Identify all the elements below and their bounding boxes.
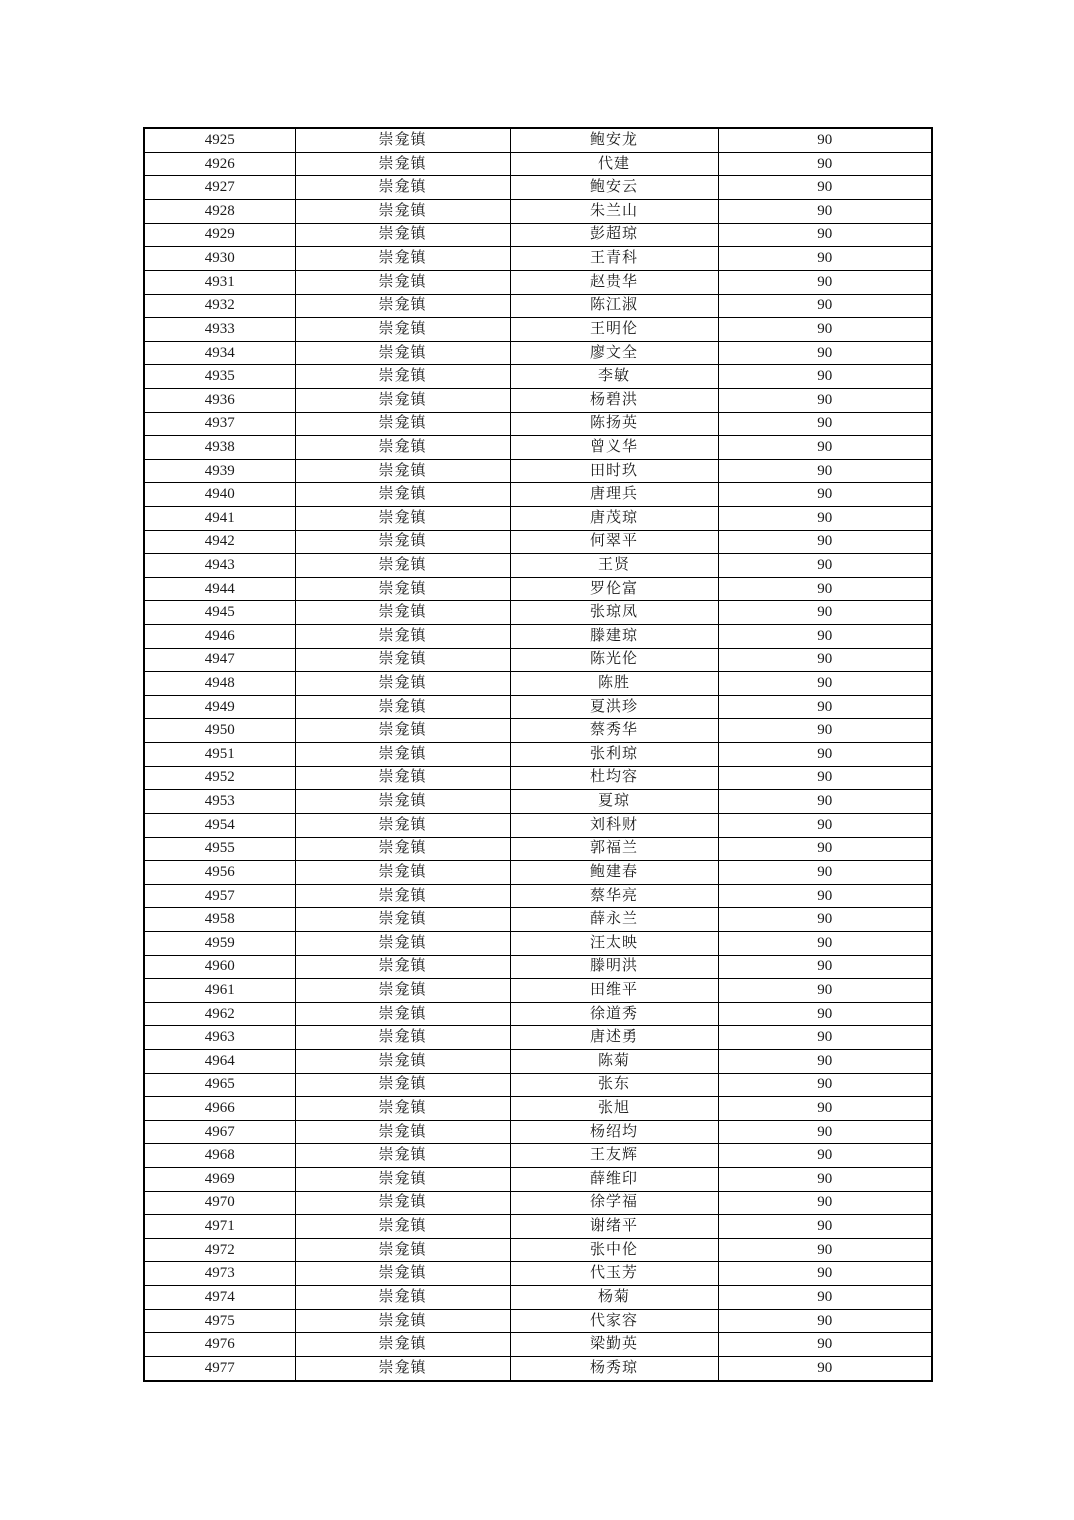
score-cell: 90 <box>718 979 932 1003</box>
table-row <box>144 1026 932 1050</box>
serial-number-cell: 4973 <box>144 1262 295 1286</box>
person-name-cell: 夏琼 <box>510 790 718 814</box>
person-name-cell: 张利琼 <box>510 743 718 767</box>
person-name-cell: 田时玖 <box>510 459 718 483</box>
table-row <box>144 648 932 672</box>
table-row <box>144 1097 932 1121</box>
town-cell: 崇龛镇 <box>295 1286 510 1310</box>
serial-number-cell: 4939 <box>144 459 295 483</box>
score-cell: 90 <box>718 790 932 814</box>
person-name-cell: 王友辉 <box>510 1144 718 1168</box>
person-name-cell: 代玉芳 <box>510 1262 718 1286</box>
town-cell: 崇龛镇 <box>295 530 510 554</box>
table-row <box>144 837 932 861</box>
score-cell: 90 <box>718 672 932 696</box>
serial-number-cell: 4964 <box>144 1050 295 1074</box>
town-cell: 崇龛镇 <box>295 294 510 318</box>
score-cell: 90 <box>718 223 932 247</box>
serial-number-cell: 4969 <box>144 1168 295 1192</box>
score-cell: 90 <box>718 152 932 176</box>
table-row <box>144 554 932 578</box>
town-cell: 崇龛镇 <box>295 1120 510 1144</box>
serial-number-cell: 4926 <box>144 152 295 176</box>
table-row <box>144 412 932 436</box>
person-name-cell: 蔡华亮 <box>510 884 718 908</box>
serial-number-cell: 4955 <box>144 837 295 861</box>
person-name-cell: 张中伦 <box>510 1238 718 1262</box>
serial-number-cell: 4935 <box>144 365 295 389</box>
table-row <box>144 719 932 743</box>
score-cell: 90 <box>718 247 932 271</box>
serial-number-cell: 4958 <box>144 908 295 932</box>
score-cell: 90 <box>718 1050 932 1074</box>
serial-number-cell: 4937 <box>144 412 295 436</box>
town-cell: 崇龛镇 <box>295 1144 510 1168</box>
table-row <box>144 483 932 507</box>
table-row <box>144 365 932 389</box>
table-row <box>144 743 932 767</box>
score-cell: 90 <box>718 365 932 389</box>
score-cell: 90 <box>718 341 932 365</box>
town-cell: 崇龛镇 <box>295 1073 510 1097</box>
table-row <box>144 979 932 1003</box>
score-cell: 90 <box>718 861 932 885</box>
serial-number-cell: 4927 <box>144 176 295 200</box>
person-name-cell: 王贤 <box>510 554 718 578</box>
table-row <box>144 601 932 625</box>
serial-number-cell: 4943 <box>144 554 295 578</box>
score-cell: 90 <box>718 625 932 649</box>
score-cell: 90 <box>718 955 932 979</box>
table-row <box>144 1356 932 1381</box>
table-row <box>144 200 932 224</box>
town-cell: 崇龛镇 <box>295 577 510 601</box>
town-cell: 崇龛镇 <box>295 506 510 530</box>
person-name-cell: 鲍安龙 <box>510 128 718 152</box>
serial-number-cell: 4962 <box>144 1002 295 1026</box>
person-name-cell: 陈扬英 <box>510 412 718 436</box>
town-cell: 崇龛镇 <box>295 128 510 152</box>
score-cell: 90 <box>718 1026 932 1050</box>
serial-number-cell: 4977 <box>144 1356 295 1381</box>
town-cell: 崇龛镇 <box>295 365 510 389</box>
score-cell: 90 <box>718 1262 932 1286</box>
table-row <box>144 931 932 955</box>
table-row <box>144 1262 932 1286</box>
score-cell: 90 <box>718 908 932 932</box>
person-name-cell: 罗伦富 <box>510 577 718 601</box>
town-cell: 崇龛镇 <box>295 1238 510 1262</box>
score-cell: 90 <box>718 884 932 908</box>
town-cell: 崇龛镇 <box>295 1191 510 1215</box>
town-cell: 崇龛镇 <box>295 412 510 436</box>
serial-number-cell: 4929 <box>144 223 295 247</box>
serial-number-cell: 4974 <box>144 1286 295 1310</box>
table-row <box>144 128 932 152</box>
score-cell: 90 <box>718 1333 932 1357</box>
person-name-cell: 夏洪珍 <box>510 695 718 719</box>
town-cell: 崇龛镇 <box>295 648 510 672</box>
person-name-cell: 曾义华 <box>510 436 718 460</box>
person-name-cell: 梁勤英 <box>510 1333 718 1357</box>
table-row <box>144 955 932 979</box>
person-name-cell: 彭超琼 <box>510 223 718 247</box>
town-cell: 崇龛镇 <box>295 318 510 342</box>
table-row <box>144 176 932 200</box>
serial-number-cell: 4953 <box>144 790 295 814</box>
serial-number-cell: 4946 <box>144 625 295 649</box>
serial-number-cell: 4975 <box>144 1309 295 1333</box>
person-name-cell: 朱兰山 <box>510 200 718 224</box>
serial-number-cell: 4950 <box>144 719 295 743</box>
score-cell: 90 <box>718 577 932 601</box>
serial-number-cell: 4960 <box>144 955 295 979</box>
town-cell: 崇龛镇 <box>295 459 510 483</box>
score-cell: 90 <box>718 931 932 955</box>
town-cell: 崇龛镇 <box>295 436 510 460</box>
score-cell: 90 <box>718 270 932 294</box>
serial-number-cell: 4965 <box>144 1073 295 1097</box>
score-cell: 90 <box>718 128 932 152</box>
town-cell: 崇龛镇 <box>295 672 510 696</box>
score-cell: 90 <box>718 1168 932 1192</box>
table-row <box>144 530 932 554</box>
person-name-cell: 鲍安云 <box>510 176 718 200</box>
person-name-cell: 廖文全 <box>510 341 718 365</box>
table-row <box>144 695 932 719</box>
table-row <box>144 1120 932 1144</box>
town-cell: 崇龛镇 <box>295 1026 510 1050</box>
person-name-cell: 陈胜 <box>510 672 718 696</box>
serial-number-cell: 4951 <box>144 743 295 767</box>
serial-number-cell: 4956 <box>144 861 295 885</box>
serial-number-cell: 4938 <box>144 436 295 460</box>
table-row <box>144 318 932 342</box>
serial-number-cell: 4971 <box>144 1215 295 1239</box>
town-cell: 崇龛镇 <box>295 719 510 743</box>
person-name-cell: 杨绍均 <box>510 1120 718 1144</box>
person-name-cell: 田维平 <box>510 979 718 1003</box>
serial-number-cell: 4942 <box>144 530 295 554</box>
table-row <box>144 1050 932 1074</box>
serial-number-cell: 4949 <box>144 695 295 719</box>
table-row <box>144 672 932 696</box>
town-cell: 崇龛镇 <box>295 766 510 790</box>
serial-number-cell: 4948 <box>144 672 295 696</box>
table-row <box>144 908 932 932</box>
person-name-cell: 鲍建春 <box>510 861 718 885</box>
table-body <box>144 128 932 1381</box>
person-name-cell: 陈菊 <box>510 1050 718 1074</box>
table-row <box>144 790 932 814</box>
score-cell: 90 <box>718 766 932 790</box>
serial-number-cell: 4966 <box>144 1097 295 1121</box>
score-cell: 90 <box>718 318 932 342</box>
serial-number-cell: 4936 <box>144 388 295 412</box>
serial-number-cell: 4945 <box>144 601 295 625</box>
person-name-cell: 薛永兰 <box>510 908 718 932</box>
serial-number-cell: 4976 <box>144 1333 295 1357</box>
person-name-cell: 代家容 <box>510 1309 718 1333</box>
person-name-cell: 张旭 <box>510 1097 718 1121</box>
table-row <box>144 506 932 530</box>
table-row <box>144 247 932 271</box>
town-cell: 崇龛镇 <box>295 790 510 814</box>
table-row <box>144 884 932 908</box>
score-cell: 90 <box>718 837 932 861</box>
score-cell: 90 <box>718 1097 932 1121</box>
serial-number-cell: 4932 <box>144 294 295 318</box>
table-row <box>144 766 932 790</box>
town-cell: 崇龛镇 <box>295 247 510 271</box>
serial-number-cell: 4963 <box>144 1026 295 1050</box>
serial-number-cell: 4954 <box>144 813 295 837</box>
person-name-cell: 赵贵华 <box>510 270 718 294</box>
town-cell: 崇龛镇 <box>295 955 510 979</box>
person-name-cell: 徐道秀 <box>510 1002 718 1026</box>
table-row <box>144 1286 932 1310</box>
table-row <box>144 341 932 365</box>
person-name-cell: 杨菊 <box>510 1286 718 1310</box>
town-cell: 崇龛镇 <box>295 1309 510 1333</box>
town-cell: 崇龛镇 <box>295 601 510 625</box>
table-row <box>144 1168 932 1192</box>
person-name-cell: 唐述勇 <box>510 1026 718 1050</box>
person-name-cell: 徐学福 <box>510 1191 718 1215</box>
town-cell: 崇龛镇 <box>295 1333 510 1357</box>
score-cell: 90 <box>718 813 932 837</box>
town-cell: 崇龛镇 <box>295 625 510 649</box>
table-row <box>144 1191 932 1215</box>
serial-number-cell: 4940 <box>144 483 295 507</box>
person-name-cell: 陈江淑 <box>510 294 718 318</box>
person-name-cell: 谢绪平 <box>510 1215 718 1239</box>
town-cell: 崇龛镇 <box>295 861 510 885</box>
score-cell: 90 <box>718 176 932 200</box>
town-cell: 崇龛镇 <box>295 813 510 837</box>
town-cell: 崇龛镇 <box>295 695 510 719</box>
score-cell: 90 <box>718 601 932 625</box>
score-cell: 90 <box>718 1356 932 1381</box>
person-name-cell: 张东 <box>510 1073 718 1097</box>
table-row <box>144 1309 932 1333</box>
town-cell: 崇龛镇 <box>295 1215 510 1239</box>
person-name-cell: 李敏 <box>510 365 718 389</box>
person-name-cell: 唐茂琼 <box>510 506 718 530</box>
score-cell: 90 <box>718 695 932 719</box>
score-cell: 90 <box>718 719 932 743</box>
town-cell: 崇龛镇 <box>295 1356 510 1381</box>
town-cell: 崇龛镇 <box>295 270 510 294</box>
person-name-cell: 薛维印 <box>510 1168 718 1192</box>
score-cell: 90 <box>718 1238 932 1262</box>
town-cell: 崇龛镇 <box>295 908 510 932</box>
person-name-cell: 何翠平 <box>510 530 718 554</box>
score-cell: 90 <box>718 648 932 672</box>
person-name-cell: 王明伦 <box>510 318 718 342</box>
score-cell: 90 <box>718 1144 932 1168</box>
table-row <box>144 577 932 601</box>
serial-number-cell: 4933 <box>144 318 295 342</box>
score-cell: 90 <box>718 1073 932 1097</box>
score-cell: 90 <box>718 1120 932 1144</box>
table-row <box>144 436 932 460</box>
table-row <box>144 388 932 412</box>
town-cell: 崇龛镇 <box>295 554 510 578</box>
town-cell: 崇龛镇 <box>295 884 510 908</box>
table-row <box>144 270 932 294</box>
serial-number-cell: 4968 <box>144 1144 295 1168</box>
serial-number-cell: 4934 <box>144 341 295 365</box>
person-name-cell: 汪太映 <box>510 931 718 955</box>
table-row <box>144 1144 932 1168</box>
town-cell: 崇龛镇 <box>295 1097 510 1121</box>
table-row <box>144 1215 932 1239</box>
serial-number-cell: 4967 <box>144 1120 295 1144</box>
table-row <box>144 294 932 318</box>
town-cell: 崇龛镇 <box>295 341 510 365</box>
table-row <box>144 459 932 483</box>
serial-number-cell: 4925 <box>144 128 295 152</box>
serial-number-cell: 4944 <box>144 577 295 601</box>
roster-table <box>143 127 933 1382</box>
score-cell: 90 <box>718 743 932 767</box>
serial-number-cell: 4957 <box>144 884 295 908</box>
town-cell: 崇龛镇 <box>295 223 510 247</box>
score-cell: 90 <box>718 412 932 436</box>
table-row <box>144 152 932 176</box>
score-cell: 90 <box>718 1191 932 1215</box>
serial-number-cell: 4930 <box>144 247 295 271</box>
town-cell: 崇龛镇 <box>295 1050 510 1074</box>
table-row <box>144 1238 932 1262</box>
person-name-cell: 唐理兵 <box>510 483 718 507</box>
town-cell: 崇龛镇 <box>295 483 510 507</box>
person-name-cell: 代建 <box>510 152 718 176</box>
score-cell: 90 <box>718 506 932 530</box>
score-cell: 90 <box>718 1215 932 1239</box>
serial-number-cell: 4941 <box>144 506 295 530</box>
serial-number-cell: 4931 <box>144 270 295 294</box>
score-cell: 90 <box>718 483 932 507</box>
score-cell: 90 <box>718 200 932 224</box>
town-cell: 崇龛镇 <box>295 176 510 200</box>
table-row <box>144 861 932 885</box>
person-name-cell: 杜均容 <box>510 766 718 790</box>
town-cell: 崇龛镇 <box>295 1262 510 1286</box>
serial-number-cell: 4961 <box>144 979 295 1003</box>
score-cell: 90 <box>718 436 932 460</box>
person-name-cell: 张琼凤 <box>510 601 718 625</box>
town-cell: 崇龛镇 <box>295 200 510 224</box>
town-cell: 崇龛镇 <box>295 837 510 861</box>
town-cell: 崇龛镇 <box>295 1168 510 1192</box>
person-name-cell: 滕明洪 <box>510 955 718 979</box>
serial-number-cell: 4959 <box>144 931 295 955</box>
serial-number-cell: 4928 <box>144 200 295 224</box>
town-cell: 崇龛镇 <box>295 979 510 1003</box>
person-name-cell: 刘科财 <box>510 813 718 837</box>
score-cell: 90 <box>718 388 932 412</box>
person-name-cell: 滕建琼 <box>510 625 718 649</box>
table-row <box>144 625 932 649</box>
town-cell: 崇龛镇 <box>295 743 510 767</box>
person-name-cell: 杨碧洪 <box>510 388 718 412</box>
table-row <box>144 813 932 837</box>
serial-number-cell: 4970 <box>144 1191 295 1215</box>
table-row <box>144 1333 932 1357</box>
table-row <box>144 1002 932 1026</box>
person-name-cell: 蔡秀华 <box>510 719 718 743</box>
score-cell: 90 <box>718 554 932 578</box>
serial-number-cell: 4947 <box>144 648 295 672</box>
score-cell: 90 <box>718 294 932 318</box>
town-cell: 崇龛镇 <box>295 931 510 955</box>
person-name-cell: 杨秀琼 <box>510 1356 718 1381</box>
table-row <box>144 1073 932 1097</box>
person-name-cell: 王青科 <box>510 247 718 271</box>
person-name-cell: 陈光伦 <box>510 648 718 672</box>
score-cell: 90 <box>718 459 932 483</box>
person-name-cell: 郭福兰 <box>510 837 718 861</box>
town-cell: 崇龛镇 <box>295 1002 510 1026</box>
score-cell: 90 <box>718 1309 932 1333</box>
serial-number-cell: 4952 <box>144 766 295 790</box>
score-cell: 90 <box>718 1286 932 1310</box>
serial-number-cell: 4972 <box>144 1238 295 1262</box>
table-row <box>144 223 932 247</box>
town-cell: 崇龛镇 <box>295 388 510 412</box>
town-cell: 崇龛镇 <box>295 152 510 176</box>
score-cell: 90 <box>718 1002 932 1026</box>
score-cell: 90 <box>718 530 932 554</box>
